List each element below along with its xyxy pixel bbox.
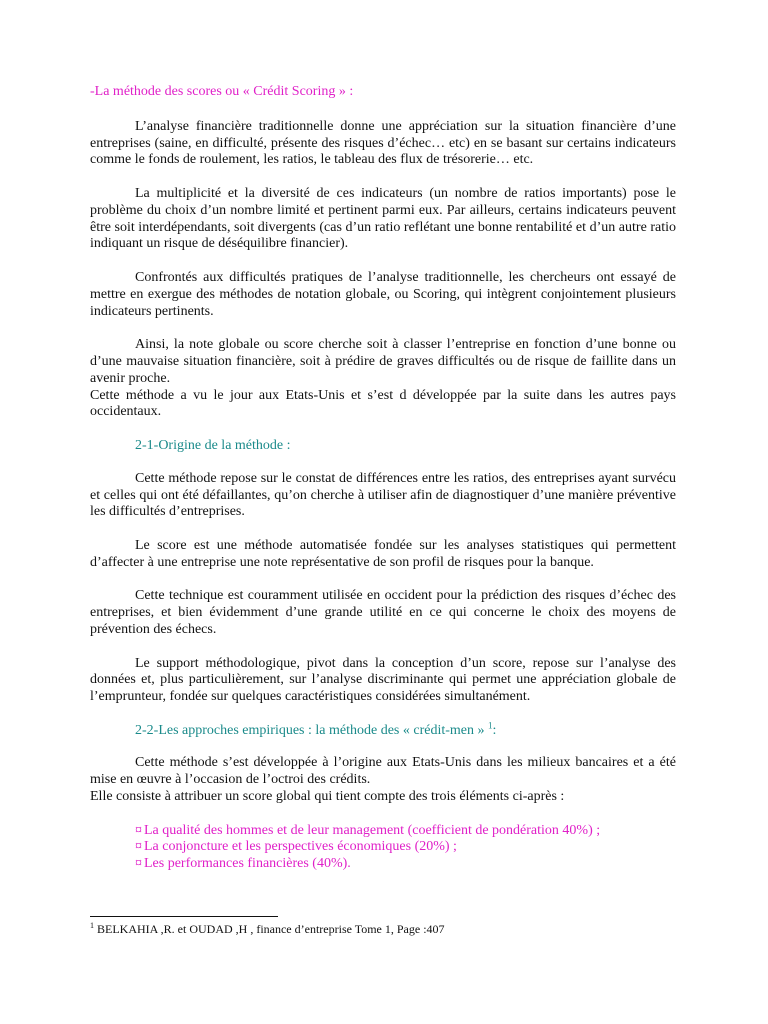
list-item xyxy=(135,856,676,873)
footnote xyxy=(90,922,676,936)
footnote-number: 1 xyxy=(90,921,94,930)
document-body xyxy=(90,84,676,873)
paragraph-etats-unis: Cette méthode a vu le jour aux Etats-Unis et s’est d développée par la suite dans les autres pays occidentaux. xyxy=(90,387,676,420)
list-item-text: Les performances financières (40%). xyxy=(144,856,351,872)
paragraph-technique-occident: Cette technique est couramment utilisée en occident pour la prédiction des risques d’échec des entreprises, et bien évidemment d’une grande utilité en ce qui concerne le choix des moyens de prévention des échecs. xyxy=(90,588,676,637)
heading-approches-colon: : xyxy=(492,722,497,738)
list-item xyxy=(135,823,676,840)
footnote-separator xyxy=(90,916,278,917)
paragraph-support-methodologique: Le support méthodologique, pivot dans la conception d’un score, repose sur l’analyse des données et, plus particulièrement, sur l’analyse discriminante qui permet une appréciation globale de l’emprunteur, fondée sur quelques caractéristiques considérées simultanément. xyxy=(90,655,676,705)
criteria-list xyxy=(135,823,676,873)
paragraph-score-automatise: Le score est une méthode automatisée fondée sur les analyses statistiques qui permettent d’affecter à une entreprise une note représentative de son profil de risques pour la banque. xyxy=(90,537,676,570)
list-item-text: La conjoncture et les perspectives économiques (20%) ; xyxy=(144,839,457,855)
bullet-icon: ¤ xyxy=(135,822,142,838)
paragraph-multiplicite-indicateurs: La multiplicité et la diversité de ces indicateurs (un nombre de ratios importants) pose le problème du choix d’un nombre limité et pertinent parmi eux. Par ailleurs, certains indicateurs peuvent être soit interdépendants, soit divergents (cas d’un ratio reflétant une bonne rentabilité et d’un autre ratio indiquant un risque de déséquilibre financier). xyxy=(90,185,676,252)
section-heading-credit-scoring: -La méthode des scores ou « Crédit Scoring » : xyxy=(90,84,354,99)
paragraph-note-globale: Ainsi, la note globale ou score cherche soit à classer l’entreprise en fonction d’une bonne ou d’une mauvaise situation financière, soit à prédire de graves difficultés ou de risque de faillite dans un avenir proche. xyxy=(90,337,676,386)
bullet-icon: ¤ xyxy=(135,839,142,855)
list-item xyxy=(135,839,676,856)
paragraph-analyse-traditionnelle: L’analyse financière traditionnelle donne une appréciation sur la situation financière d’une entreprises (saine, en difficulté, présente des risques d’échec… etc) en se basant sur certains indicateurs comme le fonds de roulement, les ratios, le tableau des flux de trésorerie… etc. xyxy=(90,118,676,168)
bullet-icon: ¤ xyxy=(135,856,142,872)
section-heading-origine: 2-1-Origine de la méthode : xyxy=(135,437,291,453)
section-heading-approches-empiriques xyxy=(135,720,676,740)
list-item-text: La qualité des hommes et de leur management (coefficient de pondération 40%) ; xyxy=(144,822,601,838)
paragraph-score-global: Elle consiste à attribuer un score global qui tient compte des trois éléments ci-après : xyxy=(90,789,565,805)
paragraph-constat-ratios: Cette méthode repose sur le constat de différences entre les ratios, des entreprises ayant survécu et celles qui ont été défaillantes, qu’on cherche à utiliser afin de diagnostiquer d’une manière préventive les difficultés d’entreprises. xyxy=(90,470,676,520)
footnote-text: BELKAHIA ,R. et OUDAD ,H , finance d’entreprise Tome 1, Page :407 xyxy=(94,922,445,936)
heading-approches-text: 2-2-Les approches empiriques : la méthode des « crédit-men » xyxy=(135,722,488,738)
paragraph-credit-men-origine: Cette méthode s’est développée à l’origine aux Etats-Unis dans les milieux bancaires et a été mise en œuvre à l’occasion de l’octroi des crédits. xyxy=(90,755,676,788)
footnote-reference[interactable]: 1 xyxy=(488,720,493,731)
paragraph-confrontes-difficultes: Confrontés aux difficultés pratiques de l’analyse traditionnelle, les chercheurs ont essayé de mettre en exergue des méthodes de notation globale, ou Scoring, qui intègrent conjointement plusieurs indicateurs pertinents. xyxy=(90,269,676,319)
